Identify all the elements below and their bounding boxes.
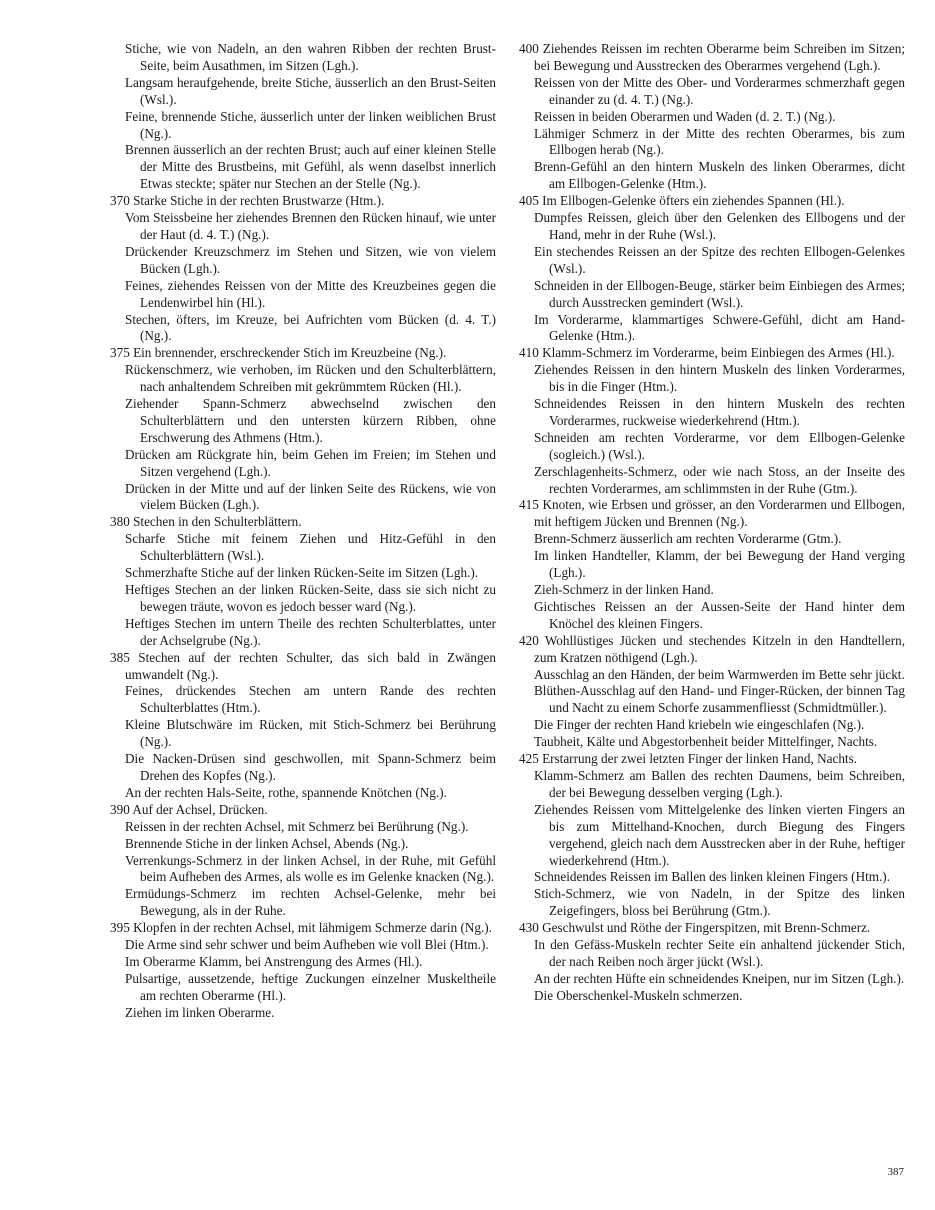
entry-text: Feines, ziehendes Reissen von der Mitte des Kreuzbeines gegen die Lendenwirbel hin (Hl.). bbox=[125, 277, 496, 310]
entry bbox=[110, 819, 496, 836]
entry-number: 430 bbox=[519, 920, 539, 936]
entry bbox=[110, 75, 496, 109]
entry-text: Zieh-Schmerz in der linken Hand. bbox=[534, 582, 714, 597]
entry bbox=[519, 396, 905, 430]
entry-text: Rückenschmerz, wie verhoben, im Rücken und den Schulterblättern, nach anhaltendem Schreiben mit gekrümmtem Rücken (Hl.). bbox=[125, 362, 496, 395]
entry bbox=[110, 396, 496, 447]
entry bbox=[110, 142, 496, 193]
entry bbox=[110, 751, 496, 785]
entry bbox=[519, 937, 905, 971]
entry-text: Reissen in der rechten Achsel, mit Schmerz bei Berührung (Ng.). bbox=[125, 818, 469, 834]
entry-number: 375 bbox=[110, 345, 130, 361]
entry bbox=[110, 447, 496, 481]
entry bbox=[519, 312, 905, 346]
entry-number: 425 bbox=[519, 751, 539, 767]
entry-text: Wohllüstiges Jücken und stechendes Kitzeln in den Handtellern, zum Kratzen nöthigend (Lgh.). bbox=[534, 632, 905, 665]
entry-text: Geschwulst und Röthe der Fingerspitzen, mit Brenn-Schmerz. bbox=[542, 920, 871, 936]
entry bbox=[110, 616, 496, 650]
entry-text: Ein stechendes Reissen an der Spitze des rechten Ellbogen-Gelenkes (Wsl.). bbox=[534, 243, 905, 276]
entry-number: 420 bbox=[519, 632, 539, 648]
entry bbox=[110, 362, 496, 396]
entry bbox=[110, 514, 496, 531]
entry-text: Ein brennender, erschreckender Stich im Kreuzbeine (Ng.). bbox=[133, 345, 447, 361]
entry-text: Blüthen-Ausschlag auf den Hand- und Finger-Rücken, der binnen Tag und Nacht zu einem Schorfe zusammenfliesst (Schmidtmüller.). bbox=[534, 683, 905, 716]
entry-text: Reissen von der Mitte des Ober- und Vorderarmes schmerzhaft gegen einander zu (d. 4. T.) (Ng.). bbox=[534, 74, 905, 107]
entry-number: 410 bbox=[519, 345, 539, 361]
entry-text: Klopfen in der rechten Achsel, mit lähmigem Schmerze darin (Ng.). bbox=[133, 920, 492, 936]
entry bbox=[519, 751, 905, 768]
entry bbox=[110, 683, 496, 717]
entry bbox=[110, 920, 496, 937]
page-number: 387 bbox=[887, 1166, 904, 1178]
entry-text: Schneiden in der Ellbogen-Beuge, stärker beim Einbiegen des Armes; durch Ausstrecken gemindert (Wsl.). bbox=[534, 277, 905, 310]
entry-text: Pulsartige, aussetzende, heftige Zuckungen einzelner Muskeltheile am rechten Oberarme (Hl.). bbox=[125, 970, 496, 1003]
entry-text: Schmerzhafte Stiche auf der linken Rücken-Seite im Sitzen (Lgh.). bbox=[125, 565, 479, 581]
entry bbox=[519, 345, 905, 362]
entry-text: Ziehender Spann-Schmerz abwechselnd zwischen den Schulterblättern und den untersten kürzern Ribben, ohne Erschwerung des Athmens (Htm.). bbox=[125, 396, 496, 445]
entry-text: Im Vorderarme, klammartiges Schwere-Gefühl, dicht am Hand-Gelenke (Htm.). bbox=[534, 311, 905, 344]
entry bbox=[110, 345, 496, 362]
entry bbox=[519, 971, 905, 988]
entry-text: Ziehendes Reissen in den hintern Muskeln des linken Vorderarmes, bis in die Finger (Htm.). bbox=[534, 362, 905, 395]
entry bbox=[110, 481, 496, 515]
entry-text: Langsam heraufgehende, breite Stiche, äusserlich an den Brust-Seiten (Wsl.). bbox=[125, 74, 496, 107]
entry-text: Heftiges Stechen im untern Theile des rechten Schulterblattes, unter der Achselgrube (Ng.). bbox=[125, 615, 496, 648]
entry-text: Scharfe Stiche mit feinem Ziehen und Hitz-Gefühl in den Schulterblättern (Wsl.). bbox=[125, 531, 496, 564]
entry-number: 415 bbox=[519, 497, 539, 513]
entry-text: Gichtisches Reissen an der Aussen-Seite der Hand hinter dem Knöchel des kleinen Fingers. bbox=[534, 598, 905, 631]
entry-number: 395 bbox=[110, 920, 130, 936]
entry-text: Stiche, wie von Nadeln, an den wahren Ribben der rechten Brust-Seite, beim Ausathmen, im Sitzen (Lgh.). bbox=[125, 41, 496, 73]
entry bbox=[519, 802, 905, 870]
entry bbox=[519, 278, 905, 312]
entry-text: Lähmiger Schmerz in der Mitte des rechten Oberarmes, bis zum Ellbogen herab (Ng.). bbox=[534, 125, 905, 158]
entry-text: Klamm-Schmerz am Ballen des rechten Daumens, beim Schreiben, der bei Bewegung desselben verging (Lgh.). bbox=[534, 767, 905, 800]
entry bbox=[519, 869, 905, 886]
entry-text: Schneidendes Reissen im Ballen des linken kleinen Fingers (Htm.). bbox=[534, 869, 890, 885]
entry-text: Brennen äusserlich an der rechten Brust; auch auf einer kleinen Stelle der Mitte des Brustbeins, mit Gefühl, als wenn daselbst innerlich Etwas steckte; später nur Stechen an der Stelle (Ng.). bbox=[125, 142, 496, 192]
entry-number: 380 bbox=[110, 514, 130, 530]
entry-text: Vom Steissbeine her ziehendes Brennen den Rücken hinauf, wie unter der Haut (d. 4. T.) (Ng.). bbox=[125, 210, 496, 242]
entry bbox=[110, 785, 496, 802]
entry-text: Im Ellbogen-Gelenke öfters ein ziehendes Spannen (Hl.). bbox=[542, 193, 845, 209]
entry bbox=[110, 210, 496, 244]
entry-text: Die Arme sind sehr schwer und beim Aufheben wie voll Blei (Htm.). bbox=[125, 937, 489, 953]
entry bbox=[519, 717, 905, 734]
entry bbox=[519, 667, 905, 684]
entry-text: In den Gefäss-Muskeln rechter Seite ein anhaltend jückender Stich, der nach Reiben noch ärger jückt (Wsl.). bbox=[534, 937, 905, 969]
entry bbox=[110, 193, 496, 210]
entry bbox=[519, 41, 905, 75]
entry bbox=[110, 853, 496, 887]
entry bbox=[519, 159, 905, 193]
entry-text: Heftiges Stechen an der linken Rücken-Seite, dass sie sich nicht zu bewegen träute, wovon es jedoch besser ward (Ng.). bbox=[125, 582, 496, 614]
entry-number: 400 bbox=[519, 41, 539, 56]
entry bbox=[519, 886, 905, 920]
entry bbox=[110, 717, 496, 751]
entry-text: Im linken Handteller, Klamm, der bei Bewegung der Hand verging (Lgh.). bbox=[534, 548, 905, 581]
entry-text: Im Oberarme Klamm, bei Anstrengung des Armes (Hl.). bbox=[125, 953, 423, 969]
entry bbox=[519, 548, 905, 582]
entry-text: Taubheit, Kälte und Abgestorbenheit beider Mittelfinger, Nachts. bbox=[534, 734, 878, 750]
entry bbox=[110, 531, 496, 565]
entry bbox=[519, 362, 905, 396]
entry-text: Feine, brennende Stiche, äusserlich unter der linken weiblichen Brust (Ng.). bbox=[125, 108, 496, 141]
entry-text: Feines, drückendes Stechen am untern Rande des rechten Schulterblattes (Htm.). bbox=[125, 683, 496, 716]
entry bbox=[110, 802, 496, 819]
entry bbox=[519, 244, 905, 278]
entry-text: Ermüdungs-Schmerz im rechten Achsel-Gelenke, mehr bei Bewegung, als in der Ruhe. bbox=[125, 886, 496, 919]
entry-text: Dumpfes Reissen, gleich über den Gelenken des Ellbogens und der Hand, mehr in der Ruhe (Wsl.). bbox=[534, 210, 905, 242]
entry bbox=[519, 582, 905, 599]
entry bbox=[110, 41, 496, 75]
entry-text: Starke Stiche in der rechten Brustwarze (Htm.). bbox=[133, 193, 385, 209]
entry-text: Reissen in beiden Oberarmen und Waden (d. 2. T.) (Ng.). bbox=[534, 108, 836, 124]
entry-text: Brennende Stiche in der linken Achsel, Abends (Ng.). bbox=[125, 835, 409, 851]
entry bbox=[519, 75, 905, 109]
entry bbox=[519, 683, 905, 717]
entry bbox=[110, 582, 496, 616]
entry-text: Erstarrung der zwei letzten Finger der linken Hand, Nachts. bbox=[542, 751, 858, 767]
entry bbox=[110, 278, 496, 312]
entry bbox=[110, 1005, 496, 1022]
entry bbox=[519, 430, 905, 464]
entry-text: Drückender Kreuzschmerz im Stehen und Sitzen, wie von vielem Bücken (Lgh.). bbox=[125, 243, 496, 276]
entry bbox=[110, 971, 496, 1005]
entry-text: Zerschlagenheits-Schmerz, oder wie nach Stoss, an der Inseite des rechten Vorderarmes, am schlimmsten in der Ruhe (Gtm.). bbox=[534, 463, 905, 496]
entry-text: An der rechten Hals-Seite, rothe, spannende Knötchen (Ng.). bbox=[125, 784, 447, 800]
entry-text: Die Oberschenkel-Muskeln schmerzen. bbox=[534, 987, 743, 1003]
entry-text: Stechen auf der rechten Schulter, das sich bald in Zwängen umwandelt (Ng.). bbox=[125, 649, 497, 682]
entry-text: Stechen, öfters, im Kreuze, bei Aufrichten vom Bücken (d. 4. T.) (Ng.). bbox=[125, 311, 496, 344]
entry-text: Ziehendes Reissen im rechten Oberarme beim Schreiben im Sitzen; bei Bewegung und Ausstrecken des Oberarmes vergehend (Lgh.). bbox=[534, 41, 906, 73]
entry bbox=[519, 109, 905, 126]
entry bbox=[519, 126, 905, 160]
entry bbox=[519, 988, 905, 1005]
entry bbox=[519, 599, 905, 633]
entry-text: Die Finger der rechten Hand kriebeln wie eingeschlafen (Ng.). bbox=[534, 717, 865, 733]
entry bbox=[519, 497, 905, 531]
entry bbox=[110, 937, 496, 954]
entry bbox=[519, 193, 905, 210]
entry-text: Ziehendes Reissen vom Mittelgelenke des linken vierten Fingers an bis zum Mittelhand-Knochen, durch Biegung des Fingers vergehend, gleich nach dem Ausstrecken aber in der Ruhe, heftiger wiederkehrend (Htm.). bbox=[534, 801, 905, 868]
entry-text: Auf der Achsel, Drücken. bbox=[132, 801, 268, 817]
entry bbox=[519, 768, 905, 802]
entry bbox=[519, 920, 905, 937]
entry-text: Verrenkungs-Schmerz in der linken Achsel, in der Ruhe, mit Gefühl beim Aufheben des Armes, als wolle es im Gelenke knacken (Ng.). bbox=[125, 852, 496, 885]
entry-text: Schneidendes Reissen in den hintern Muskeln des rechten Vorderarmes, ruckweise wiederkehrend (Htm.). bbox=[534, 396, 905, 428]
entry bbox=[519, 633, 905, 667]
entry bbox=[519, 531, 905, 548]
entry-text: Brenn-Gefühl an den hintern Muskeln des linken Oberarmes, dicht am Ellbogen-Gelenke (Htm.). bbox=[534, 159, 905, 192]
entry-text: Die Nacken-Drüsen sind geschwollen, mit Spann-Schmerz beim Drehen des Kopfes (Ng.). bbox=[125, 751, 496, 783]
entry bbox=[110, 244, 496, 278]
entry-text: Ausschlag an den Händen, der beim Warmwerden im Bette sehr jückt. bbox=[534, 666, 905, 682]
entry-text: Stich-Schmerz, wie von Nadeln, in der Spitze des linken Zeigefingers, bloss bei Berührung (Gtm.). bbox=[534, 886, 905, 919]
entry-text: Ziehen im linken Oberarme. bbox=[125, 1004, 275, 1020]
entry bbox=[110, 836, 496, 853]
right-column bbox=[519, 41, 905, 1005]
entry-text: Brenn-Schmerz äusserlich am rechten Vorderarme (Gtm.). bbox=[534, 531, 842, 547]
entry-number: 405 bbox=[519, 193, 539, 209]
entry-text: Schneiden am rechten Vorderarme, vor dem Ellbogen-Gelenke (sogleich.) (Wsl.). bbox=[534, 429, 905, 462]
entry-text: An der rechten Hüfte ein schneidendes Kneipen, nur im Sitzen (Lgh.). bbox=[534, 970, 905, 986]
entry bbox=[110, 109, 496, 143]
entry bbox=[519, 464, 905, 498]
left-column bbox=[110, 41, 496, 1022]
entry bbox=[519, 734, 905, 751]
entry-text: Klamm-Schmerz im Vorderarme, beim Einbiegen des Armes (Hl.). bbox=[542, 345, 895, 361]
entry bbox=[110, 312, 496, 346]
entry-text: Kleine Blutschwäre im Rücken, mit Stich-Schmerz bei Berührung (Ng.). bbox=[125, 717, 496, 750]
entry-text: Stechen in den Schulterblättern. bbox=[133, 514, 302, 530]
entry bbox=[519, 210, 905, 244]
entry bbox=[110, 650, 496, 684]
entry-text: Knoten, wie Erbsen und grösser, an den Vorderarmen und Ellbogen, mit heftigem Jücken und Brennen (Ng.). bbox=[534, 497, 906, 530]
entry-text: Drücken in der Mitte und auf der linken Seite des Rückens, wie von vielem Bücken (Lgh.). bbox=[125, 480, 496, 513]
entry-number: 390 bbox=[110, 801, 130, 817]
entry-text: Drücken am Rückgrate hin, beim Gehen im Freien; im Stehen und Sitzen vergehend (Lgh.). bbox=[125, 446, 496, 479]
entry-number: 385 bbox=[110, 649, 130, 665]
entry bbox=[110, 954, 496, 971]
entry-number: 370 bbox=[110, 193, 130, 209]
entry bbox=[110, 565, 496, 582]
entry bbox=[110, 886, 496, 920]
